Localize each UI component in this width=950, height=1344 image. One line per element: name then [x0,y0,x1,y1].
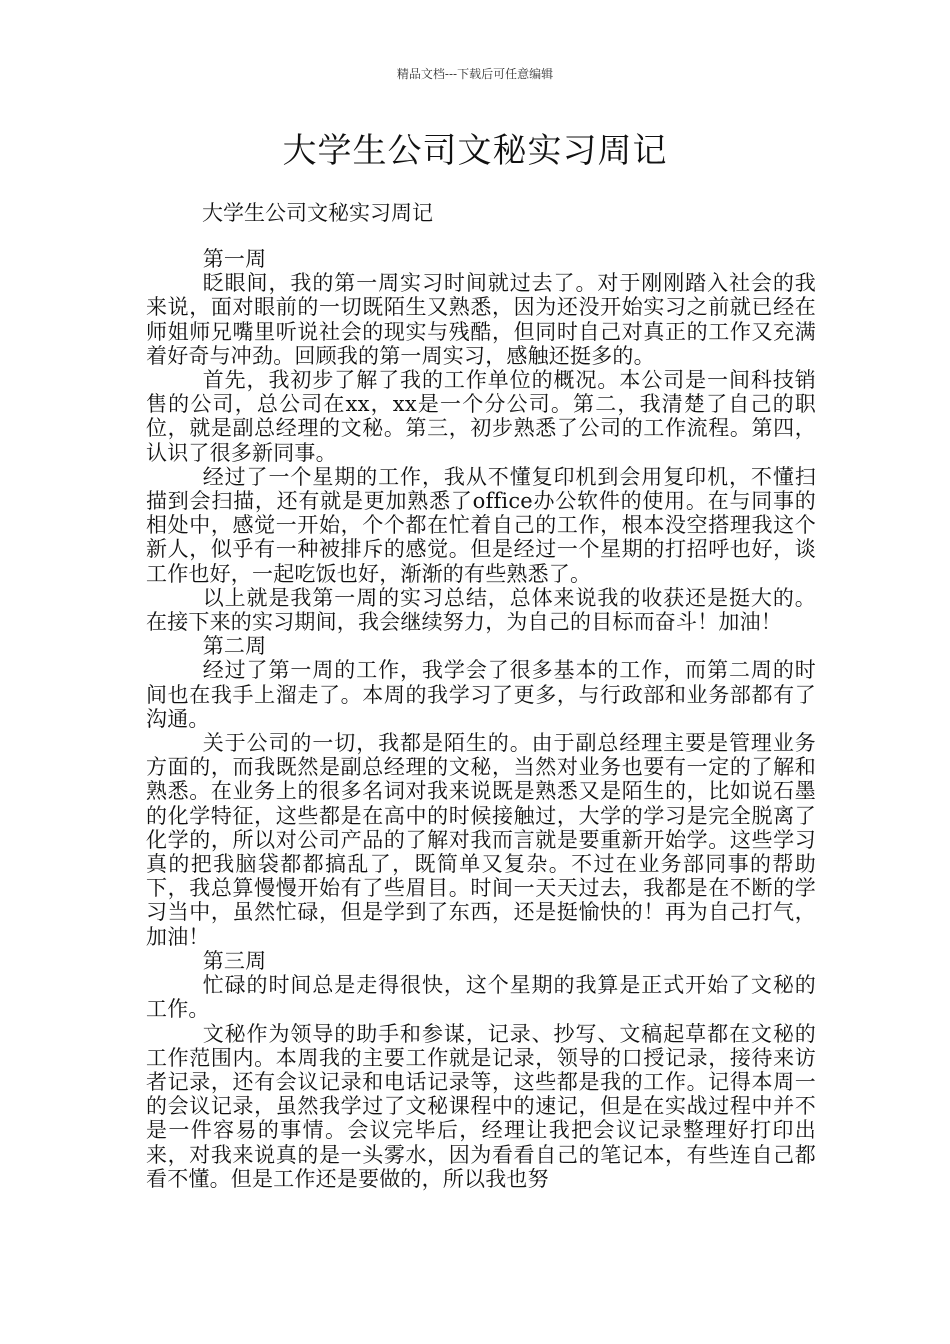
body-paragraph: 眨眼间，我的第一周实习时间就过去了。对于刚刚踏入社会的我来说，面对眼前的一切既陌生又熟悉，因为还没开始实习之前就已经在师姐师兄嘴里听说社会的现实与残酷，但同时自己对真正的工作又充满着好奇与冲劲。回顾我的第一周实习，感触还挺多的。 [146,271,816,368]
document-subtitle: 大学生公司文秘实习周记 [202,201,433,225]
body-paragraph: 忙碌的时间总是走得很快，这个星期的我算是正式开始了文秘的工作。 [146,973,816,1022]
body-paragraph: 关于公司的一切，我都是陌生的。由于副总经理主要是管理业务方面的，而我既然是副总经理的文秘，当然对业务也要有一定的了解和熟悉。在业务上的很多名词对我来说既是熟悉又是陌生的，比如说石墨的化学特征，这些都是在高中的时候接触过，大学的学习是完全脱离了化学的，所以对公司产品的了解对我而言就是要重新开始学。这些学习真的把我脑袋都都搞乱了，既简单又复杂。不过在业务部同事的帮助下，我总算慢慢开始有了些眉目。时间一天天过去，我都是在不断的学习当中，虽然忙碌，但是学到了东西，还是挺愉快的！再为自己打气，加油！ [146,731,816,949]
week-heading: 第二周 [202,634,267,659]
page-header: 精品文档---下载后可任意编辑 [396,67,554,81]
body-paragraph: 经过了一个星期的工作，我从不懂复印机到会用复印机，不懂扫描到会扫描，还有就是更加熟悉了office办公软件的使用。在与同事的相处中，感觉一开始，个个都在忙着自己的工作，根本没空搭理我这个新人，似乎有一种被排斥的感觉。但是经过一个星期的打招呼也好，谈工作也好，一起吃饭也好，渐渐的有些熟悉了。 [146,464,816,586]
document-title: 大学生公司文秘实习周记 [282,131,668,171]
body-paragraph: 文秘作为领导的助手和参谋，记录、抄写、文稿起草都在文秘的工作范围内。本周我的主要工作就是记录，领导的口授记录，接待来访者记录，还有会议记录和电话记录等，这些都是我的工作。记得本周一的会议记录，虽然我学过了文秘课程中的速记，但是在实战过程中并不是一件容易的事情。会议完毕后，经理让我把会议记录整理好打印出来，对我来说真的是一头雾水，因为看看自己的笔记本，有些连自己都看不懂。但是工作还是要做的，所以我也努 [146,1021,816,1191]
body-paragraph: 以上就是我第一周的实习总结，总体来说我的收获还是挺大的。在接下来的实习期间，我会继续努力，为自己的目标而奋斗！加油！ [146,585,816,635]
body-paragraph: 经过了第一周的工作，我学会了很多基本的工作，而第二周的时间也在我手上溜走了。本周的我学习了更多，与行政部和业务部都有了沟通。 [146,658,816,731]
body-paragraph: 首先，我初步了解了我的工作单位的概况。本公司是一间科技销售的公司，总公司在xx，xx是一个分公司。第二，我清楚了自己的职位，就是副总经理的文秘。第三，初步熟悉了公司的工作流程。第四，认识了很多新同事。 [146,368,816,465]
week-heading: 第一周 [202,247,267,271]
week-heading: 第三周 [202,948,267,973]
document-body [146,247,816,1191]
